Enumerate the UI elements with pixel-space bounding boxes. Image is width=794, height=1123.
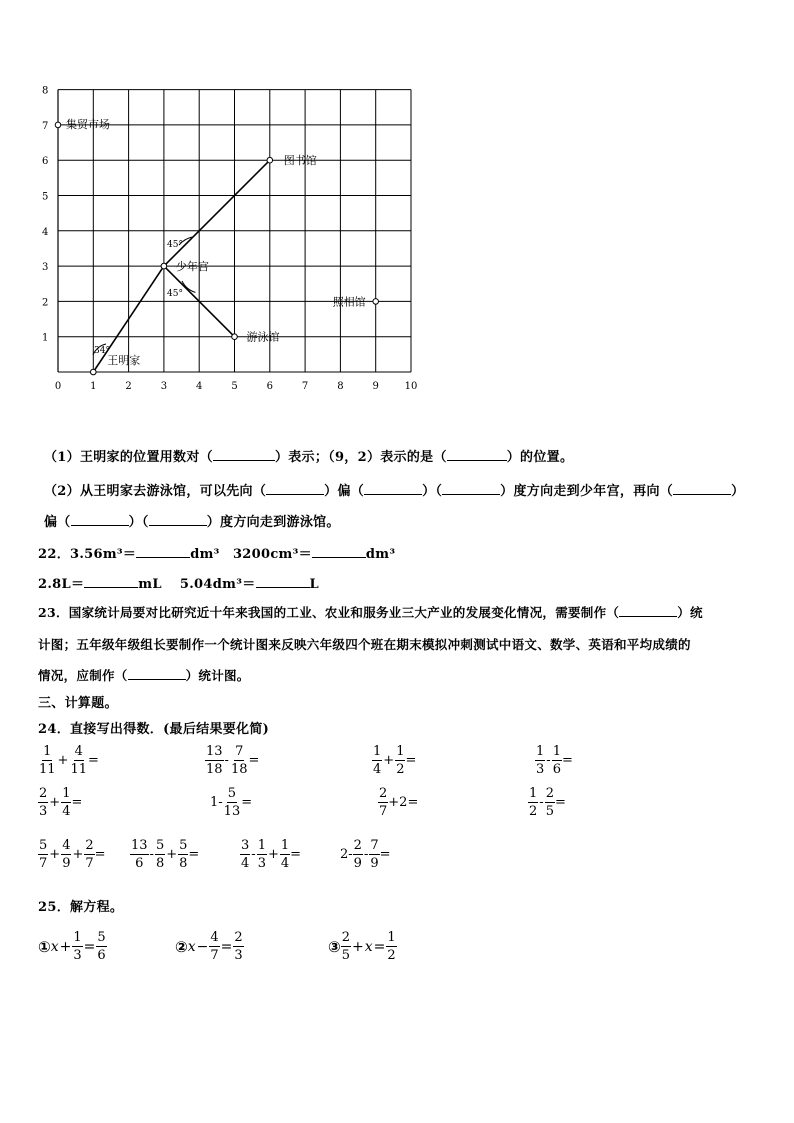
x-tick-label: 3: [160, 381, 168, 392]
fraction: $\frac{5}{6}$: [97, 930, 106, 963]
q21-part2: [44, 480, 744, 499]
fraction: $\frac{1}{2}$: [396, 744, 405, 777]
calc-item: $\frac{1}{3}$ - $\frac{1}{6}$ =: [536, 744, 573, 777]
fraction: $\frac{7}{18}$: [230, 744, 248, 777]
route-segment: [164, 160, 270, 266]
y-tick-label: 1: [42, 332, 49, 344]
fraction: $\frac{2}{3}$: [39, 786, 48, 819]
place-label: 集贸市场: [66, 117, 110, 131]
fraction: $\frac{1}{6}$: [552, 744, 561, 777]
y-tick-label: 2: [42, 297, 49, 309]
fraction: $\frac{1}{4}$: [373, 744, 382, 777]
q22-text-b: dm³ 3200cm³＝: [190, 547, 312, 562]
answer-blank[interactable]: [364, 481, 422, 495]
place-point: [55, 122, 61, 128]
fraction: $\frac{1}{2}$: [529, 786, 538, 819]
answer-blank[interactable]: [256, 574, 310, 588]
answer-blank[interactable]: [128, 666, 186, 680]
fraction: $\frac{4}{11}$: [70, 744, 87, 777]
q23-line2: 计图；五年级年级组长要制作一个统计图来反映六年级四个班在期末模拟冲刺测试中语文、数学、英语和平均成绩的: [38, 637, 691, 652]
q21-text-a: （1）王明家的位置用数对（: [44, 450, 213, 465]
coordinate-grid-figure: [36, 82, 426, 402]
place-point: [232, 334, 238, 340]
y-tick-label: 3: [42, 262, 49, 274]
fraction: $\frac{5}{8}$: [155, 838, 165, 871]
q21-part1: [44, 446, 573, 465]
fraction: $\frac{4}{9}$: [62, 838, 71, 871]
q24-title: 24．直接写出得数．(最后结果要化简): [38, 722, 270, 737]
place-point: [373, 299, 379, 305]
q22-text-a: 22．3.56m³＝: [38, 547, 137, 562]
fraction: $\frac{7}{9}$: [370, 838, 379, 871]
angle-label-3: 34°: [94, 346, 110, 356]
equation-2: ② x − $\frac{4}{7}$ = $\frac{2}{3}$: [175, 930, 243, 963]
q21-text-e: ）偏（: [324, 484, 365, 499]
q23-text-d: ）统计图。: [185, 668, 250, 683]
place-label: 少年宫: [175, 260, 209, 274]
q21-text-b: ）表示；（9，2）表示的是（: [274, 450, 447, 465]
y-tick-label: 6: [42, 156, 49, 168]
fraction: $\frac{4}{7}$: [210, 930, 219, 963]
fraction: $\frac{5}{8}$: [179, 838, 188, 871]
q22-text-f: L: [309, 577, 319, 592]
q21-text-j: ）（: [128, 515, 149, 530]
y-tick-label: 8: [42, 85, 49, 97]
section-3-heading: 三、计算题。: [38, 696, 118, 711]
q21-text-i: 偏（: [44, 515, 71, 530]
y-tick-label: 4: [42, 226, 49, 238]
q21-text-k: ）度方向走到游泳馆。: [206, 515, 340, 530]
equation-1: ① x + $\frac{1}{3}$ = $\frac{5}{6}$: [38, 930, 106, 963]
answer-blank[interactable]: [442, 481, 500, 495]
place-point: [91, 369, 97, 375]
fraction: $\frac{2}{5}$: [341, 930, 350, 963]
answer-blank[interactable]: [84, 574, 138, 588]
fraction: $\frac{1}{11}$: [39, 744, 56, 777]
place-label: 照相馆: [332, 295, 366, 309]
fraction: $\frac{2}{7}$: [85, 838, 94, 871]
x-tick-label: 4: [196, 381, 203, 392]
place-points: [55, 117, 378, 375]
q22-line1: [38, 543, 395, 562]
grid-lines: [58, 90, 411, 372]
calc-item: $\frac{1}{11}$ + $\frac{4}{11}$ =: [39, 744, 99, 777]
answer-blank[interactable]: [619, 603, 677, 617]
fraction: $\frac{1}{4}$: [280, 838, 290, 871]
calc-item: 2- $\frac{2}{9}$ - $\frac{7}{9}$ =: [340, 838, 391, 871]
answer-blank[interactable]: [213, 447, 275, 461]
x-tick-label: 8: [337, 381, 344, 392]
q21-text-c: ）的位置。: [506, 450, 574, 465]
answer-blank[interactable]: [673, 481, 731, 495]
calc-item: $\frac{13}{6}$ - $\frac{5}{8}$ + $\frac{5}{8}$ =: [131, 838, 200, 871]
fraction: $\frac{13}{6}$: [131, 838, 148, 871]
q22-text-c: dm³: [365, 547, 396, 562]
place-point: [161, 263, 167, 269]
fraction: $\frac{5}{13}$: [223, 786, 241, 819]
q21-text-h: ）: [731, 484, 745, 499]
fraction: $\frac{5}{7}$: [39, 838, 48, 871]
answer-blank[interactable]: [71, 512, 129, 526]
q25-title: 25．解方程。: [38, 900, 124, 915]
calc-item: 1- $\frac{5}{13}$ =: [210, 786, 253, 819]
q21-part3: [44, 511, 340, 530]
calc-item: $\frac{2}{7}$ +2=: [379, 786, 419, 819]
x-tick-label: 2: [125, 381, 132, 392]
angle-label-2: 45°: [167, 289, 183, 299]
x-tick-label: 1: [90, 381, 97, 392]
x-tick-label: 9: [372, 381, 379, 392]
calc-item: $\frac{5}{7}$ + $\frac{4}{9}$ + $\frac{2}{7}$ =: [39, 838, 106, 871]
fraction: $\frac{1}{4}$: [62, 786, 71, 819]
q22-line2: [38, 573, 319, 592]
place-label: 图书馆: [283, 154, 317, 168]
y-tick-label: 5: [42, 191, 49, 203]
y-tick-label: 7: [42, 120, 49, 132]
fraction: $\frac{3}{4}$: [241, 838, 250, 871]
q22-text-d: 2.8L＝: [38, 577, 85, 592]
q21-text-g: ）度方向走到少年宫，再向（: [500, 484, 674, 499]
fraction: $\frac{1}{3}$: [73, 930, 82, 963]
place-point: [267, 157, 273, 163]
fraction: $\frac{2}{7}$: [379, 786, 388, 819]
place-label: 王明家: [107, 354, 141, 367]
calc-item: $\frac{2}{3}$ + $\frac{1}{4}$ =: [39, 786, 83, 819]
fraction: $\frac{2}{3}$: [234, 930, 243, 963]
q23-line3: [38, 666, 250, 684]
answer-blank[interactable]: [447, 447, 507, 461]
x-tick-label: 6: [266, 381, 273, 392]
x-tick-label: 10: [404, 381, 418, 392]
q22-text-e: mL 5.04dm³＝: [138, 577, 256, 592]
answer-blank[interactable]: [149, 512, 207, 526]
fraction: $\frac{2}{5}$: [545, 786, 554, 819]
answer-blank[interactable]: [266, 481, 324, 495]
answer-blank[interactable]: [136, 544, 190, 558]
place-label: 游泳馆: [246, 330, 280, 344]
q23-text-c: 情况，应制作（: [38, 668, 128, 683]
answer-blank[interactable]: [312, 544, 366, 558]
fraction: $\frac{13}{18}$: [206, 744, 223, 777]
q23-text-b: ）统: [677, 605, 703, 620]
angle-label-1: 45°: [167, 240, 183, 250]
x-tick-label: 5: [231, 381, 238, 392]
fraction: $\frac{1}{3}$: [536, 744, 545, 777]
calc-item: $\frac{3}{4}$ - $\frac{1}{3}$ + $\frac{1}{4}$ =: [241, 838, 302, 871]
calc-item: $\frac{1}{2}$ - $\frac{2}{5}$ =: [529, 786, 566, 819]
x-tick-label: 0: [54, 381, 62, 392]
fraction: $\frac{2}{9}$: [353, 838, 362, 871]
fraction: $\frac{1}{2}$: [387, 930, 396, 963]
q21-text-f: ）（: [422, 484, 443, 499]
x-tick-label: 7: [301, 381, 309, 392]
equation-3: ③ $\frac{2}{5}$ + x = $\frac{1}{2}$: [328, 930, 396, 963]
calc-item: $\frac{13}{18}$ - $\frac{7}{18}$ =: [206, 744, 260, 777]
q23-line1: [38, 603, 703, 621]
q23-text-a: 23．国家统计局要对比研究近十年来我国的工业、农业和服务业三大产业的发展变化情况，需要制作（: [38, 605, 620, 620]
calc-item: $\frac{1}{4}$ + $\frac{1}{2}$ =: [373, 744, 417, 777]
fraction: $\frac{1}{3}$: [257, 838, 266, 871]
q21-text-d: （2）从王明家去游泳馆，可以先向（: [44, 484, 267, 499]
